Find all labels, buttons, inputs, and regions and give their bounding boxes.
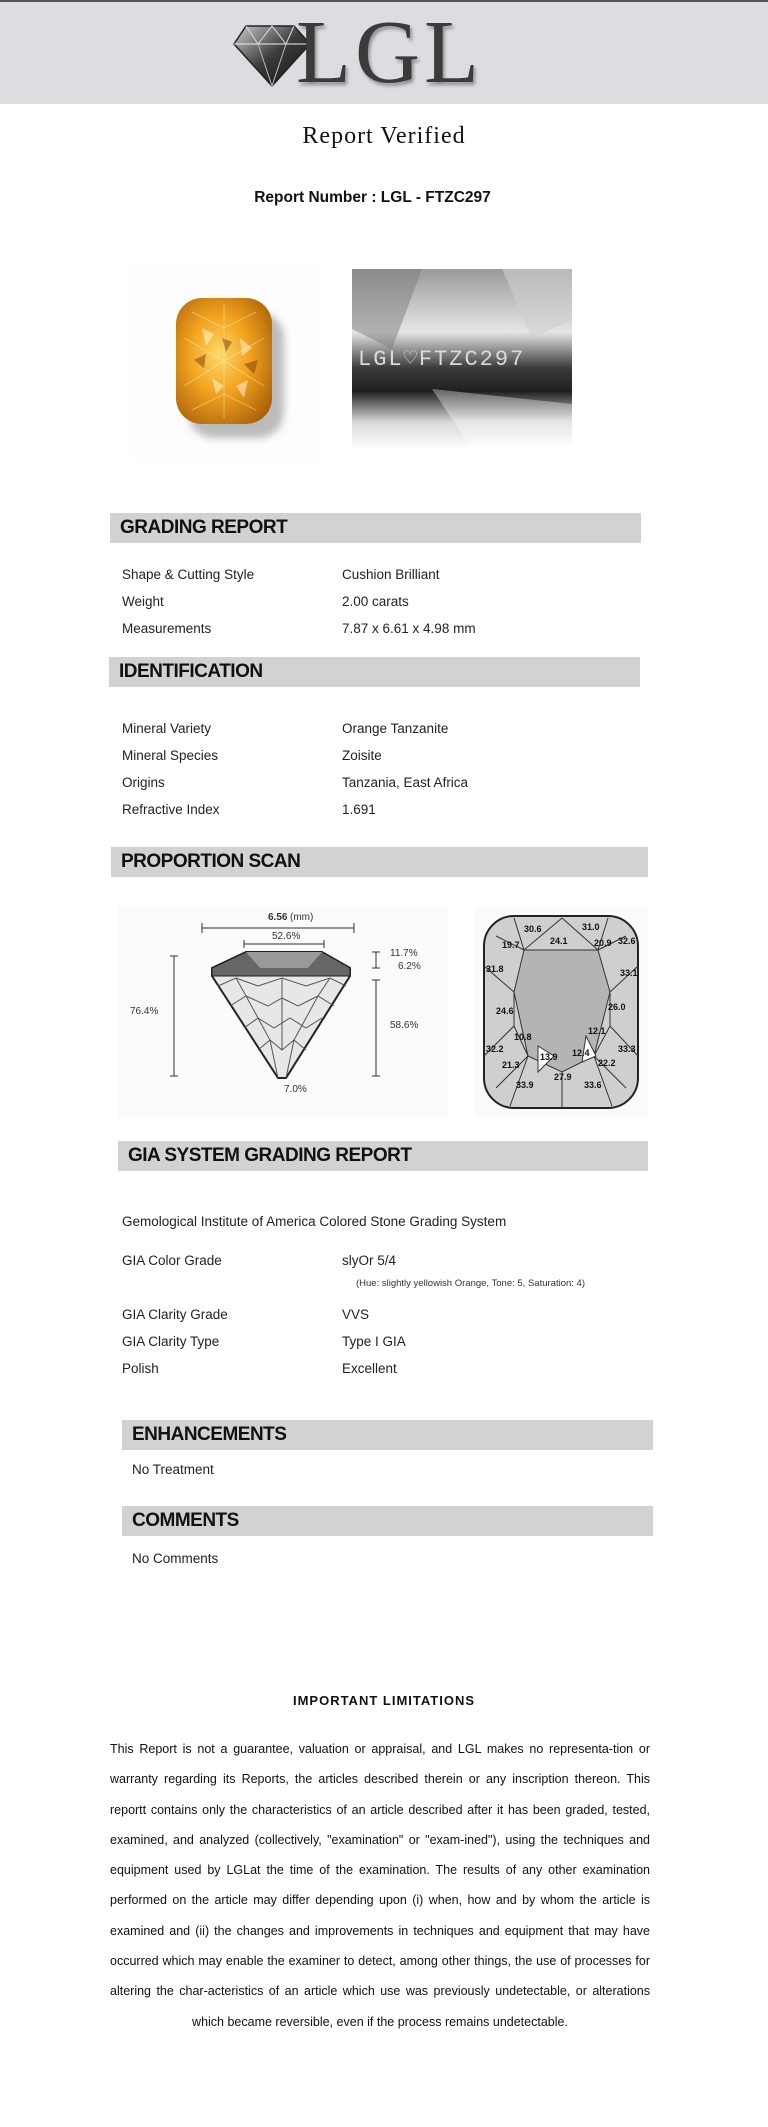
svg-text:30.6: 30.6	[524, 924, 542, 934]
culet-percent: 7.0%	[284, 1084, 307, 1095]
limitations-body: This Report is not a guarantee, valuation or appraisal, and LGL makes no representa-tion or warranty regarding its Reports, the articles described therein or any inscription thereon. This reportt contains only the characteristics of an article described after it has been graded, tested, examined, and analyzed (collectively, "examination" or "exam-ined"), using the techniques and equipment used by LGLat the time of the examination. The results of any other examination performed on the article may differ depending upon (i) when, how and by whom the article is examined and (ii) the changes and improvements in techniques and equipment that may have occurred which may enable the examiner to detect, among other things, the use of processes for altering the char-acteristics of an article which use was previously undetectable, or alterations which became reversible, even if the process remains undetectable.	[110, 1742, 650, 2029]
row-label-mineral-variety: Mineral Variety	[122, 721, 212, 736]
section-title: COMMENTS	[132, 1510, 239, 1531]
svg-text:24.1: 24.1	[550, 936, 568, 946]
svg-text:10.8: 10.8	[514, 1032, 532, 1042]
svg-text:26.0: 26.0	[608, 1002, 626, 1012]
width-unit: (mm)	[290, 912, 314, 923]
top-view-facet-diagram	[474, 906, 648, 1118]
row-value-gia-clarity-type: Type I GIA	[342, 1334, 406, 1349]
section-header-proportion-scan	[111, 847, 648, 877]
crown-percent: 11.7%	[390, 948, 418, 959]
row-label-polish: Polish	[122, 1361, 159, 1376]
row-value-refractive-index: 1.691	[342, 802, 376, 817]
row-value-polish: Excellent	[342, 1361, 397, 1376]
logo-text: LGL	[296, 3, 483, 102]
laser-inscription-photo	[352, 269, 572, 449]
svg-text:27.9: 27.9	[554, 1072, 572, 1082]
row-label-mineral-species: Mineral Species	[122, 748, 219, 763]
svg-text:20.9: 20.9	[594, 938, 612, 948]
section-title: IDENTIFICATION	[119, 661, 263, 682]
row-value-mineral-variety: Orange Tanzanite	[342, 721, 449, 736]
svg-text:31.0: 31.0	[582, 922, 600, 932]
page-title: Report Verified	[302, 123, 466, 149]
enhancements-text: No Treatment	[132, 1462, 214, 1477]
row-value-shape: Cushion Brilliant	[342, 567, 440, 582]
row-value-measurements: 7.87 x 6.61 x 4.98 mm	[342, 621, 476, 636]
svg-text:13.9: 13.9	[540, 1052, 558, 1062]
svg-text:12.1: 12.1	[588, 1026, 606, 1036]
svg-text:33.3: 33.3	[618, 1044, 636, 1054]
svg-text:33.9: 33.9	[516, 1080, 534, 1090]
svg-text:22.2: 22.2	[598, 1058, 616, 1068]
row-value-weight: 2.00 carats	[342, 594, 409, 609]
lgl-logo[interactable]	[232, 3, 492, 102]
row-label-gia-color: GIA Color Grade	[122, 1253, 222, 1268]
width-value: 6.56	[268, 912, 288, 923]
svg-text:32.6: 32.6	[618, 936, 636, 946]
section-header-grading-report	[110, 513, 641, 543]
section-header-identification	[109, 657, 640, 687]
girdle-percent: 6.2%	[398, 961, 421, 972]
total-depth-percent: 76.4%	[130, 1006, 159, 1017]
side-profile-diagram	[118, 906, 448, 1118]
svg-text:24.6: 24.6	[496, 1006, 514, 1016]
row-value-gia-color: slyOr 5/4	[342, 1253, 397, 1268]
row-value-origins: Tanzania, East Africa	[342, 775, 469, 790]
svg-text:33.6: 33.6	[584, 1080, 602, 1090]
row-label-gia-clarity: GIA Clarity Grade	[122, 1307, 228, 1322]
limitations-heading: IMPORTANT LIMITATIONS	[292, 1693, 476, 1708]
row-value-gia-clarity: VVS	[342, 1307, 370, 1322]
row-value-mineral-species: Zoisite	[342, 748, 382, 763]
section-title: ENHANCEMENTS	[132, 1424, 287, 1445]
section-title: PROPORTION SCAN	[121, 851, 301, 872]
svg-text:19.7: 19.7	[502, 940, 520, 950]
section-header-enhancements	[122, 1420, 653, 1450]
gia-color-note: (Hue: slightly yellowish Orange, Tone: 5, Saturation: 4)	[356, 1278, 585, 1289]
table-percent: 52.6%	[272, 931, 301, 942]
svg-text:12.4: 12.4	[572, 1048, 590, 1058]
section-header-comments	[122, 1506, 653, 1536]
report-number: Report Number : LGL - FTZC297	[254, 189, 491, 206]
row-label-measurements: Measurements	[122, 621, 212, 636]
site-header	[0, 2, 768, 104]
row-label-origins: Origins	[122, 775, 165, 790]
comments-text: No Comments	[132, 1551, 219, 1566]
gia-intro: Gemological Institute of America Colored Stone Grading System	[122, 1214, 507, 1229]
svg-text:21.3: 21.3	[502, 1060, 520, 1070]
row-label-shape: Shape & Cutting Style	[122, 567, 255, 582]
svg-text:33.1: 33.1	[620, 968, 638, 978]
inscription-text: LGL♡FTZC297	[358, 347, 526, 372]
section-title: GIA SYSTEM GRADING REPORT	[128, 1145, 412, 1166]
row-label-refractive-index: Refractive Index	[122, 802, 220, 817]
section-title: GRADING REPORT	[120, 517, 288, 538]
gemstone-photo	[132, 268, 320, 458]
svg-text:31.8: 31.8	[486, 964, 504, 974]
section-header-gia	[118, 1141, 648, 1171]
pavilion-percent: 58.6%	[390, 1020, 419, 1031]
row-label-gia-clarity-type: GIA Clarity Type	[122, 1334, 220, 1349]
row-label-weight: Weight	[122, 594, 164, 609]
svg-text:32.2: 32.2	[486, 1044, 504, 1054]
